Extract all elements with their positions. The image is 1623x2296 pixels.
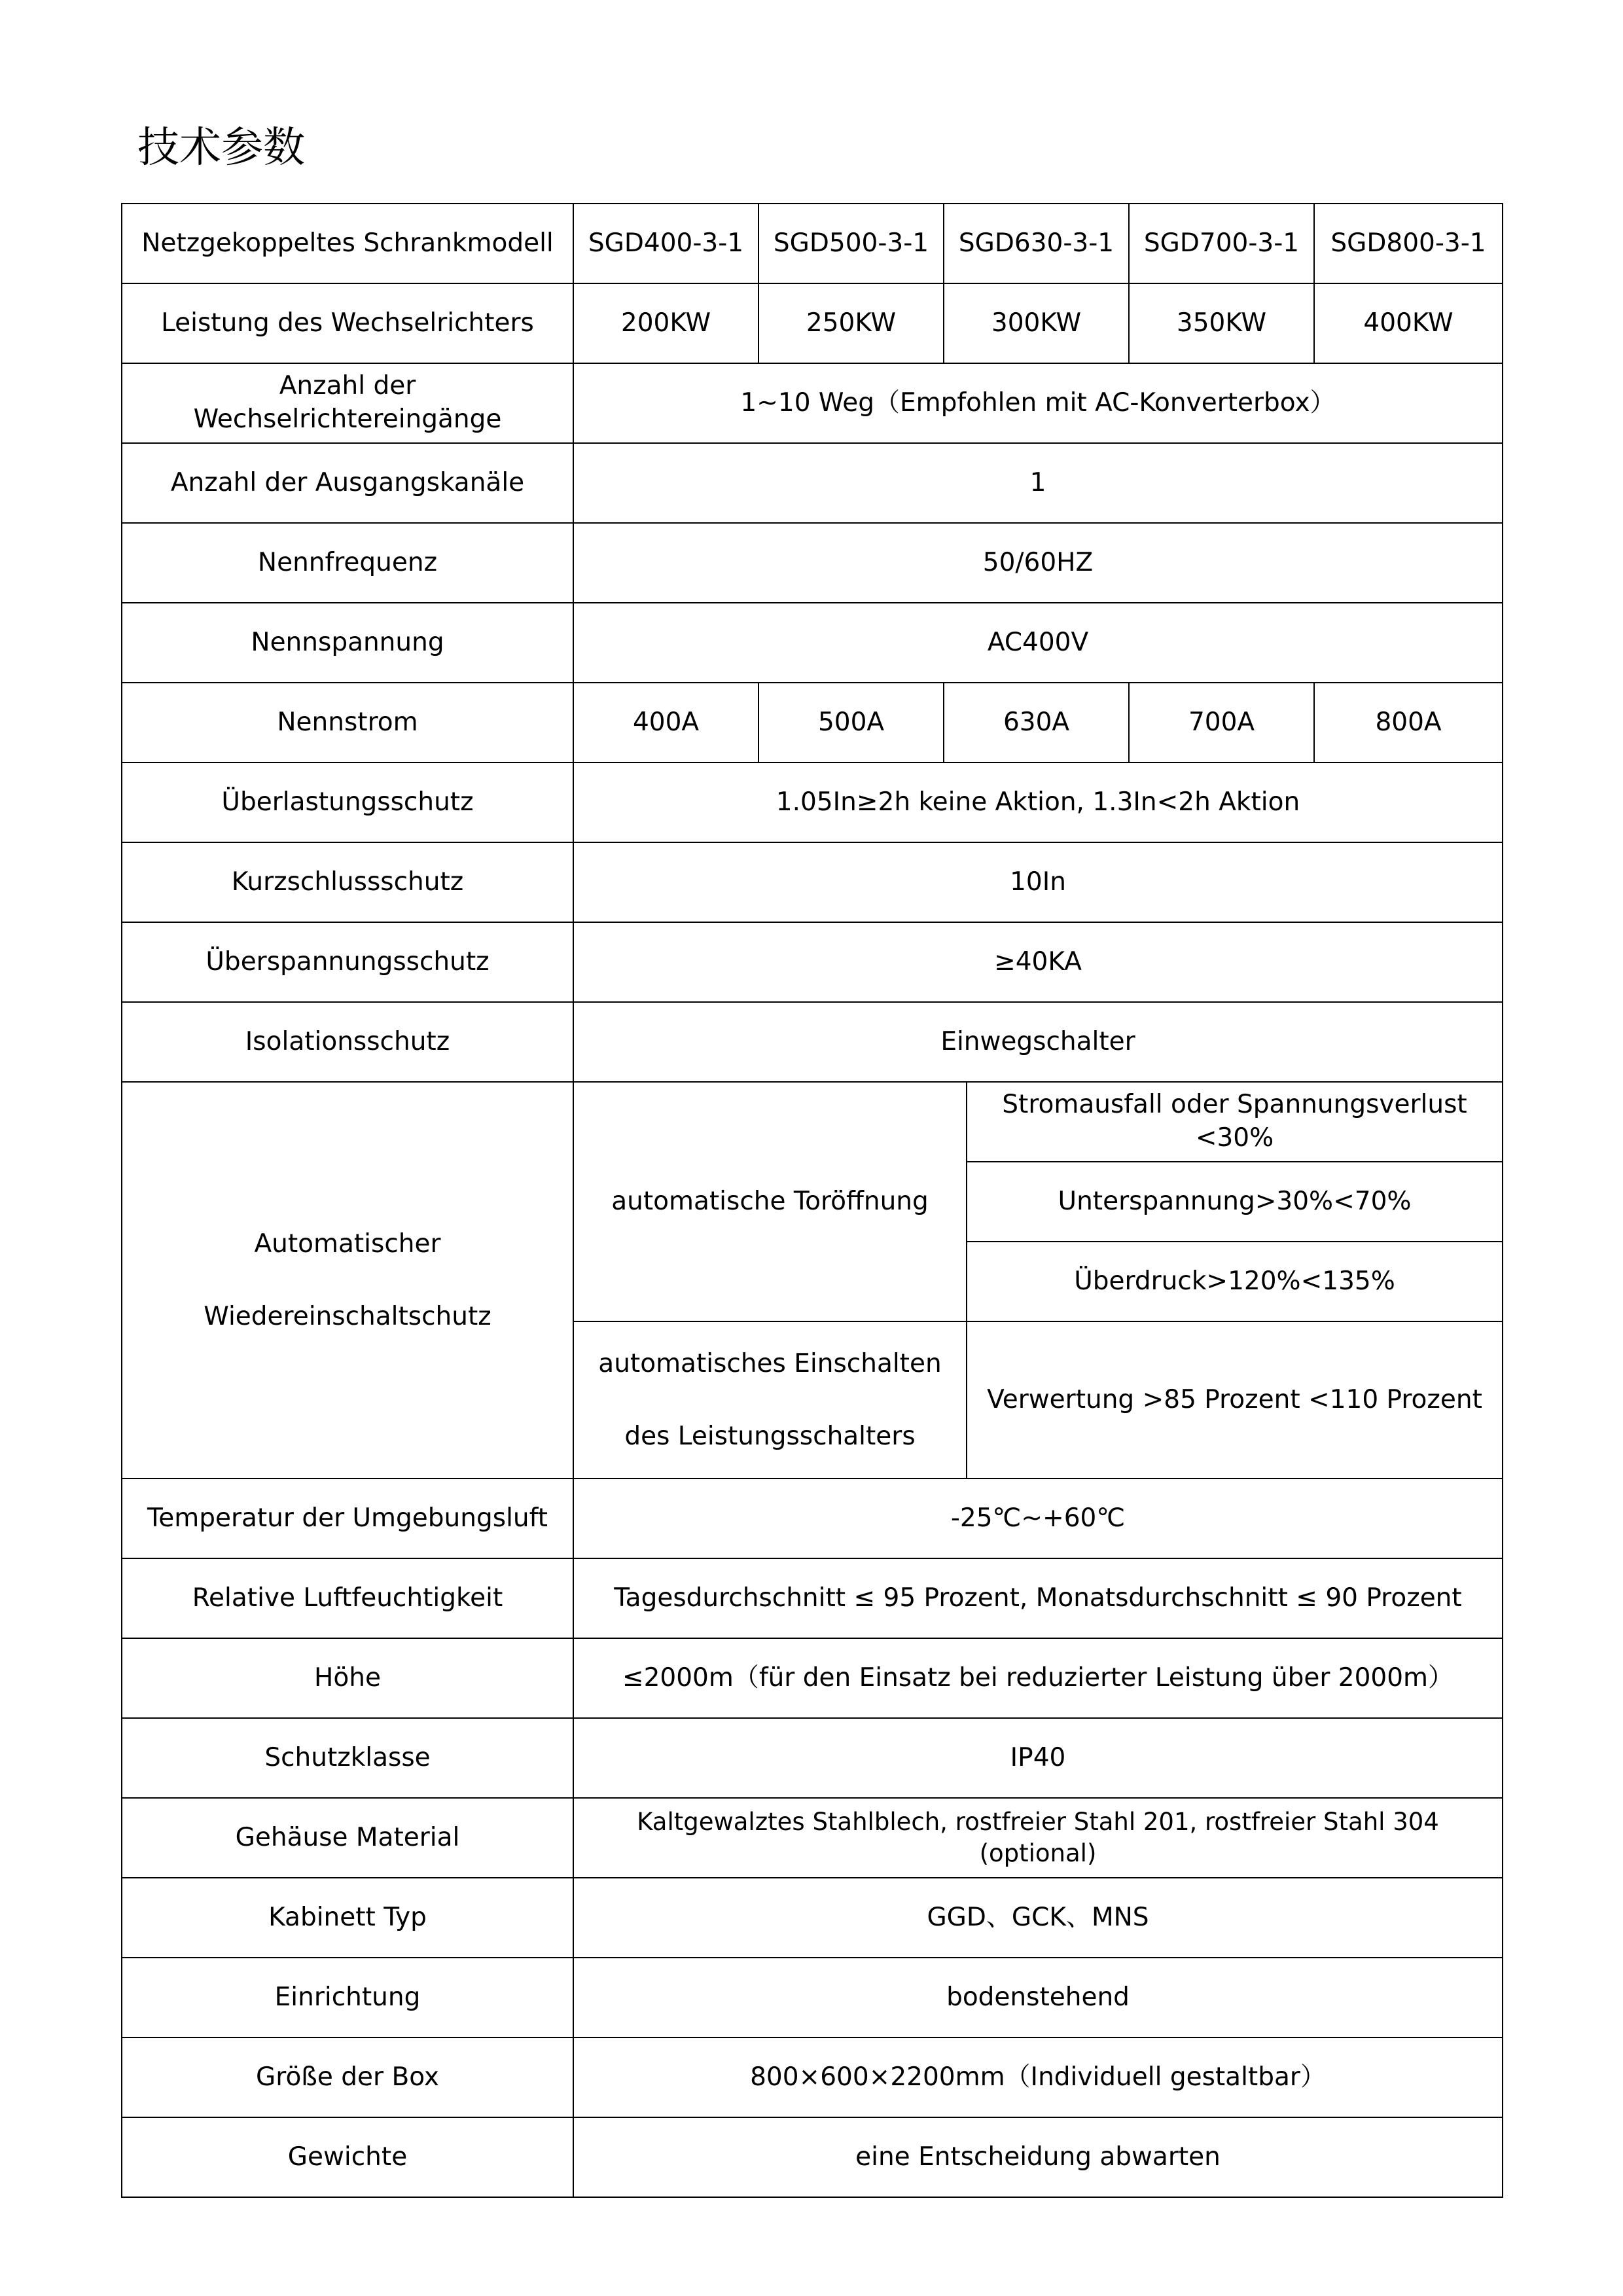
row-label: Temperatur der Umgebungsluft [122, 1479, 573, 1558]
table-row [122, 922, 1503, 1002]
row-label: Leistung des Wechselrichters [122, 283, 573, 363]
model-header: Netzgekoppeltes Schrankmodell [122, 204, 573, 283]
table-row [122, 1558, 1503, 1638]
row-value: 1.05In≥2h keine Aktion, 1.3In<2h Aktion [573, 762, 1503, 842]
row-label: Relative Luftfeuchtigkeit [122, 1558, 573, 1638]
row-value: ≤2000m（für den Einsatz bei reduzierter Leistung über 2000m） [573, 1638, 1503, 1718]
table-row [122, 603, 1503, 683]
row-label: Kabinett Typ [122, 1878, 573, 1958]
model-cell: SGD800-3-1 [1314, 204, 1503, 283]
table-row [122, 363, 1503, 443]
row-value: 800×600×2200mm（Individuell gestaltbar） [573, 2037, 1503, 2117]
row-value: 1 [573, 443, 1503, 523]
row-value: IP40 [573, 1718, 1503, 1798]
current-cell: 800A [1314, 683, 1503, 762]
row-label: Isolationsschutz [122, 1002, 573, 1082]
current-cell: 500A [758, 683, 944, 762]
row-label: Anzahl der Ausgangskanäle [122, 443, 573, 523]
row-label: Überlastungsschutz [122, 762, 573, 842]
reclose-condition: Unterspannung>30%<70% [967, 1162, 1503, 1242]
row-value: -25℃~+60℃ [573, 1479, 1503, 1558]
power-cell: 400KW [1314, 283, 1503, 363]
power-cell: 250KW [758, 283, 944, 363]
row-label: Anzahl der Wechselrichtereingänge [122, 363, 573, 443]
row-value: 50/60HZ [573, 523, 1503, 603]
row-value: Tagesdurchschnitt ≤ 95 Prozent, Monatsdurchschnitt ≤ 90 Prozent [573, 1558, 1503, 1638]
table-row [122, 1878, 1503, 1958]
row-value: 1~10 Weg（Empfohlen mit AC-Konverterbox） [573, 363, 1503, 443]
model-cell: SGD700-3-1 [1129, 204, 1314, 283]
table-row [122, 683, 1503, 762]
table-row [122, 1638, 1503, 1718]
table-row [122, 1958, 1503, 2037]
current-cell: 700A [1129, 683, 1314, 762]
row-label: Automatischer Wiedereinschaltschutz [122, 1082, 573, 1479]
row-label: Nennstrom [122, 683, 573, 762]
row-value: 10In [573, 842, 1503, 922]
row-value: GGD、GCK、MNS [573, 1878, 1503, 1958]
table-row [122, 1798, 1503, 1878]
current-cell: 400A [573, 683, 758, 762]
power-cell: 350KW [1129, 283, 1314, 363]
table-row [122, 1002, 1503, 1082]
row-value: AC400V [573, 603, 1503, 683]
model-cell: SGD500-3-1 [758, 204, 944, 283]
row-label: Größe der Box [122, 2037, 573, 2117]
row-value: Kaltgewalztes Stahlblech, rostfreier Stahl 201, rostfreier Stahl 304 (optional) [573, 1798, 1503, 1878]
row-label: Einrichtung [122, 1958, 573, 2037]
reclose-gate-label: automatische Toröffnung [573, 1082, 967, 1321]
row-label: Schutzklasse [122, 1718, 573, 1798]
table-row [122, 1479, 1503, 1558]
row-label: Gehäuse Material [122, 1798, 573, 1878]
table-row [122, 204, 1503, 283]
reclose-condition: Überdruck>120%<135% [967, 1242, 1503, 1321]
table-row [122, 2037, 1503, 2117]
table-row [122, 523, 1503, 603]
page-title: 技术参数 [137, 124, 305, 172]
table-row [122, 842, 1503, 922]
row-label: Kurzschlussschutz [122, 842, 573, 922]
model-cell: SGD630-3-1 [944, 204, 1129, 283]
table-row [122, 1082, 1503, 1162]
power-cell: 300KW [944, 283, 1129, 363]
reclose-breaker-condition: Verwertung >85 Prozent <110 Prozent [967, 1321, 1503, 1479]
row-label: Höhe [122, 1638, 573, 1718]
reclose-condition: Stromausfall oder Spannungsverlust <30% [967, 1082, 1503, 1162]
row-value: ≥40KA [573, 922, 1503, 1002]
table-row [122, 283, 1503, 363]
reclose-breaker-label: automatisches Einschalten des Leistungsschalters [573, 1321, 967, 1479]
row-label: Gewichte [122, 2117, 573, 2197]
model-cell: SGD400-3-1 [573, 204, 758, 283]
row-label: Überspannungsschutz [122, 922, 573, 1002]
row-label: Nennfrequenz [122, 523, 573, 603]
row-value: Einwegschalter [573, 1002, 1503, 1082]
table-row [122, 2117, 1503, 2197]
power-cell: 200KW [573, 283, 758, 363]
row-value: eine Entscheidung abwarten [573, 2117, 1503, 2197]
table-row [122, 1718, 1503, 1798]
spec-table [121, 203, 1503, 2198]
row-label: Nennspannung [122, 603, 573, 683]
table-row [122, 762, 1503, 842]
table-row [122, 443, 1503, 523]
row-value: bodenstehend [573, 1958, 1503, 2037]
current-cell: 630A [944, 683, 1129, 762]
